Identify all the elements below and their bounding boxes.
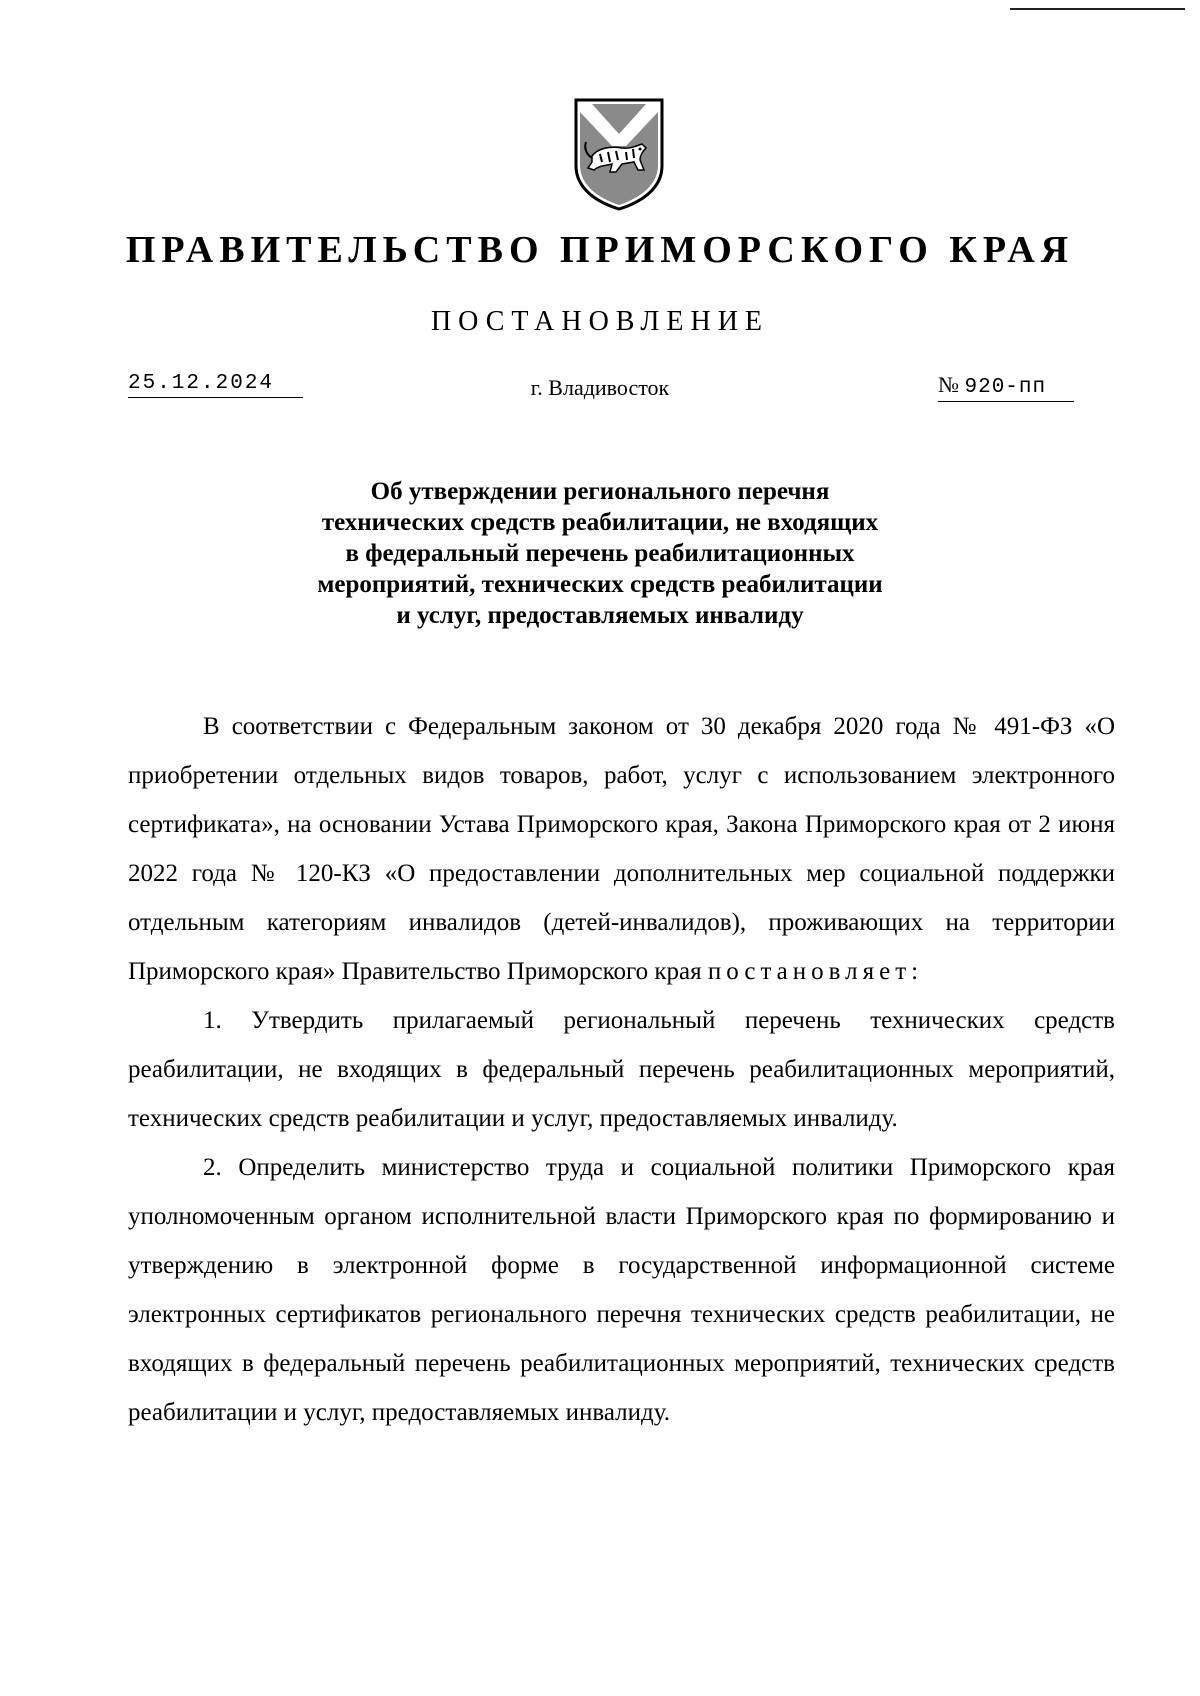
decree-item-2: 2. Определить министерство труда и социальной политики Приморского края уполномоченным органом исполнительной власти Приморского края по формированию и утверждению в электронной форме в государственной информационной системе электронных сертификатов регионального перечня технических средств реабилитации, не входящих в федеральный перечень реабилитационных мероприятий, технических средств реабилитации и услуг, предоставляемых инвалиду. [128, 1154, 1115, 1426]
document-number [938, 372, 1074, 402]
document-subject [200, 476, 1000, 631]
subject-line: Об утверждении регионального перечня [370, 478, 830, 505]
subject-line: мероприятий, технических средств реабилитации [317, 571, 883, 598]
number-value: 920-пп [964, 376, 1047, 399]
coat-of-arms-icon [570, 96, 668, 212]
preamble-text: В соответствии с Федеральным законом от 30 декабря 2020 года № 491-ФЗ «О приобретении отдельных видов товаров, работ, услуг с использованием электронного сертификата», на основании Устава Приморского края, Закона Приморского края от 2 июня 2022 года № 120-КЗ «О предоставлении дополнительных мер социальной поддержки отдельным категориям инвалидов (детей-инвалидов), проживающих на территории Приморского края» Правительство Приморского края [128, 713, 1115, 985]
subject-line: технических средств реабилитации, не входящих [321, 509, 879, 536]
org-title: ПРАВИТЕЛЬСТВО ПРИМОРСКОГО КРАЯ [125, 229, 1075, 271]
subject-line: в федеральный перечень реабилитационных [345, 540, 855, 567]
number-sign: № [938, 372, 959, 397]
scan-edge-line [1010, 8, 1185, 10]
preamble-paragraph [128, 702, 1115, 996]
subject-line: и услуг, предоставляемых инвалиду [396, 602, 804, 629]
document-body [128, 702, 1115, 1437]
decree-item-1: 1. Утвердить прилагаемый региональный перечень технических средств реабилитации, не входящих в федеральный перечень реабилитационных мероприятий, технических средств реабилитации и услуг, предоставляемых инвалиду. [128, 1007, 1115, 1132]
decree-word: постановляет: [707, 958, 924, 985]
document-city: г. Владивосток [530, 375, 670, 400]
document-type: ПОСТАНОВЛЕНИЕ [430, 306, 770, 337]
document-date: 25.12.2024 [128, 372, 303, 398]
